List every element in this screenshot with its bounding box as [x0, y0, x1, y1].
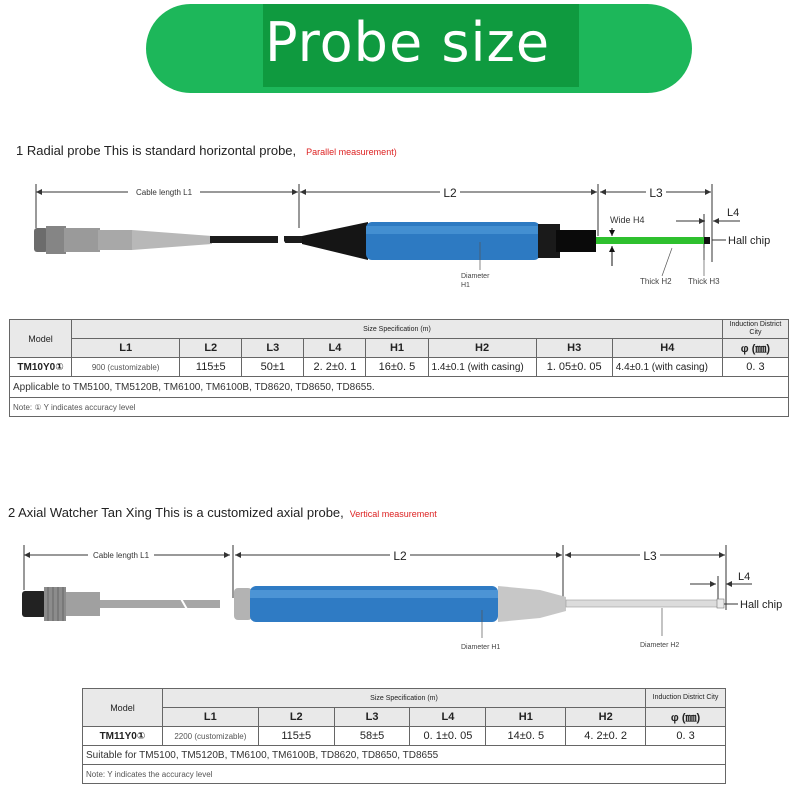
section2-title: [8, 505, 437, 520]
cable-segment: [100, 600, 220, 608]
size-spec-header: Size Specification (m): [72, 320, 723, 339]
title-banner: [146, 4, 692, 93]
induction-header: Induction District City: [722, 320, 788, 339]
arrow-icon: [24, 552, 30, 558]
arrow-icon: [292, 189, 298, 195]
col-header: L4: [304, 339, 366, 358]
connector-plug: [22, 591, 46, 617]
radial-spec-table: [9, 319, 789, 417]
connector-body: [46, 226, 66, 254]
table-note: Note: ① Y indicates accuracy level: [10, 398, 789, 417]
handle-cap: [234, 588, 252, 620]
phi-cell: 0. 3: [646, 727, 726, 746]
col-header: H1: [366, 339, 428, 358]
model-header: Model: [10, 320, 72, 358]
table-cell: 115±5: [258, 727, 334, 746]
table-cell: 900 (customizable): [72, 358, 180, 377]
model-cell: TM10Y0①: [10, 358, 72, 377]
connector-plug: [34, 228, 48, 252]
l3-label: L3: [643, 549, 657, 563]
table-cell: 14±0. 5: [486, 727, 566, 746]
applicable-models: Applicable to TM5100, TM5120B, TM6100, TM6100B, TD8620, TD8650, TD8655.: [10, 377, 789, 398]
diameter-h1-label: Diameter H1: [461, 644, 501, 651]
applicable-models: Suitable for TM5100, TM5120B, TM6100, TM6100B, TD8620, TD8650, TD8655: [83, 746, 726, 765]
table-note: Note: Y indicates the accuracy level: [83, 765, 726, 784]
handle-taper: [498, 586, 566, 622]
col-header: L3: [242, 339, 304, 358]
arrow-icon: [565, 552, 571, 558]
arrow-icon: [713, 218, 719, 224]
table-cell: 2. 2±0. 1: [304, 358, 366, 377]
cable-segment: [284, 236, 304, 243]
table-row: [83, 727, 726, 746]
arrow-icon: [591, 189, 597, 195]
cable-length-label: Cable length L1: [92, 551, 150, 560]
col-header: L2: [258, 708, 334, 727]
hall-probe-stem: [566, 600, 718, 607]
table-cell: 1. 05±0. 05: [536, 358, 612, 377]
table-cell: 4. 2±0. 2: [566, 727, 646, 746]
page-title: Probe size: [265, 11, 551, 74]
table-cell: 16±0. 5: [366, 358, 428, 377]
arrow-icon: [609, 246, 615, 252]
col-header: H3: [536, 339, 612, 358]
table-cell: 115±5: [180, 358, 242, 377]
hall-chip-label: Hall chip: [728, 235, 771, 247]
h1-label: H1: [461, 282, 470, 289]
table-cell: 1.4±0.1 (with casing): [428, 358, 536, 377]
handle-taper: [302, 222, 368, 260]
section1-title-text: 1 Radial probe This is standard horizontal probe,: [16, 143, 297, 158]
collar-tip: [556, 230, 596, 252]
cable-length-label: Cable length L1: [135, 188, 193, 197]
diameter-label: Diameter: [461, 273, 490, 280]
col-header: H2: [566, 708, 646, 727]
col-header: L4: [410, 708, 486, 727]
table-cell: 4.4±0.1 (with casing): [612, 358, 722, 377]
l2-label: L2: [443, 186, 457, 200]
diameter-h2-label: Diameter H2: [640, 642, 680, 649]
l4-label: L4: [738, 571, 751, 583]
arrow-icon: [710, 581, 716, 587]
arrow-icon: [600, 189, 606, 195]
thick-h2-label: Thick H2: [640, 277, 672, 286]
hall-chip: [717, 599, 724, 608]
thick-h3-label: Thick H3: [688, 277, 720, 286]
arrow-icon: [36, 189, 42, 195]
section2-title-text: 2 Axial Watcher Tan Xing This is a customized axial probe,: [8, 505, 344, 520]
arrow-icon: [300, 189, 306, 195]
connector-body: [66, 592, 100, 616]
col-header: L2: [180, 339, 242, 358]
section1-subtitle: Parallel measurement): [306, 147, 397, 157]
col-header: L3: [334, 708, 410, 727]
col-header: H4: [612, 339, 722, 358]
arrow-icon: [224, 552, 230, 558]
arrow-icon: [726, 581, 732, 587]
arrow-icon: [235, 552, 241, 558]
col-header: H1: [486, 708, 566, 727]
col-header: L1: [162, 708, 258, 727]
connector-grip: [98, 230, 132, 250]
size-spec-header: Size Specification (m): [162, 689, 645, 708]
induction-header: Induction District City: [646, 689, 726, 708]
hall-probe-stem: [596, 237, 708, 244]
l2-label: L2: [393, 549, 407, 563]
model-header: Model: [83, 689, 163, 727]
table-row: [10, 358, 789, 377]
hall-chip: [704, 237, 710, 244]
arrow-icon: [705, 189, 711, 195]
thick-h2-pointer: [662, 248, 672, 276]
arrow-icon: [609, 230, 615, 236]
table-cell: 0. 1±0. 05: [410, 727, 486, 746]
phi-header: φ (㎜): [722, 339, 788, 358]
handle-highlight: [250, 590, 498, 598]
radial-probe-diagram: [0, 170, 800, 300]
phi-cell: 0. 3: [722, 358, 788, 377]
table-cell: 58±5: [334, 727, 410, 746]
section1-title: [16, 143, 397, 158]
connector-sleeve: [64, 228, 100, 252]
arrow-icon: [719, 552, 725, 558]
table-cell: 50±1: [242, 358, 304, 377]
phi-header: φ (㎜): [646, 708, 726, 727]
l3-label: L3: [649, 186, 663, 200]
col-header: H2: [428, 339, 536, 358]
handle-highlight: [366, 226, 540, 234]
section2-subtitle: Vertical measurement: [349, 509, 437, 519]
strain-relief: [132, 230, 212, 250]
hall-chip-label: Hall chip: [740, 599, 783, 611]
axial-spec-table: [82, 688, 726, 784]
l4-label: L4: [727, 207, 740, 219]
arrow-icon: [556, 552, 562, 558]
table-cell: 2200 (customizable): [162, 727, 258, 746]
axial-probe-diagram: [0, 538, 800, 658]
wide-h4-label: Wide H4: [610, 215, 645, 225]
col-header: L1: [72, 339, 180, 358]
model-cell: TM11Y0①: [83, 727, 163, 746]
cable-segment: [210, 236, 278, 243]
